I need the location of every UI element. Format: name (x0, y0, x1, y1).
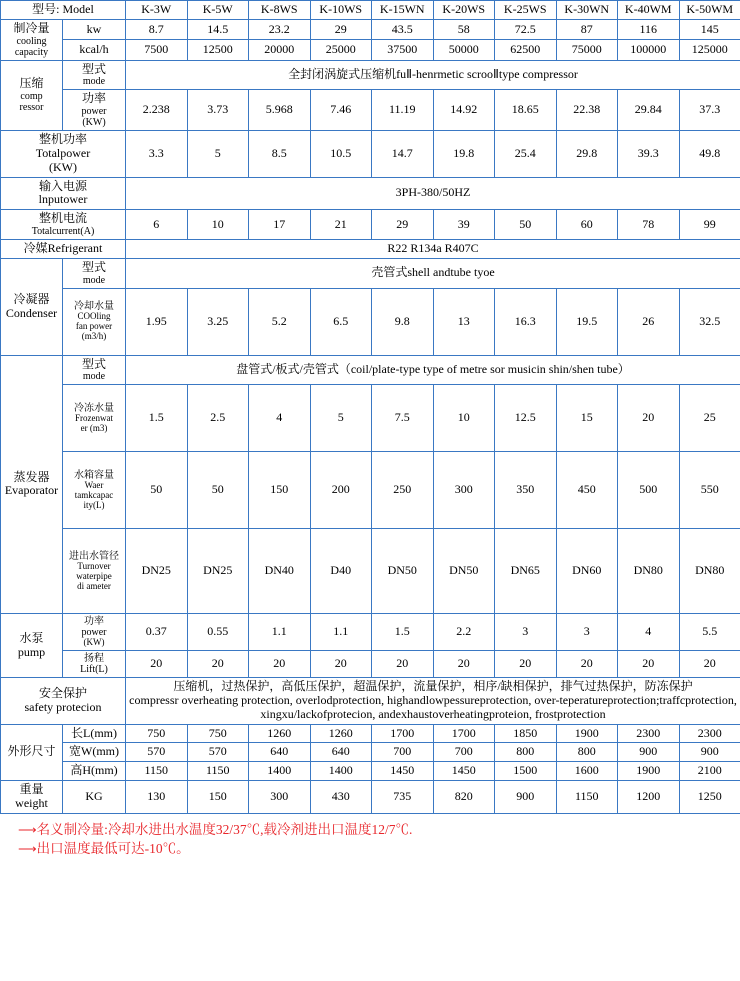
total-current-1: 10 (187, 210, 249, 240)
cooling-kw-4: 43.5 (372, 19, 434, 39)
row-compressor-power (1, 90, 740, 131)
total-current-label-cn: 整机电流 (38, 211, 87, 226)
total-current-9: 99 (679, 210, 740, 240)
total-current-0: 6 (126, 210, 188, 240)
compressor-power-3: 7.46 (310, 90, 372, 131)
total-current-8: 78 (618, 210, 680, 240)
dimension-height-5: 1450 (433, 762, 495, 781)
cooling-kcal-8: 100000 (618, 40, 680, 60)
total-power-label-unit: (KW) (49, 159, 77, 174)
dimension-height-8: 1900 (618, 762, 680, 781)
dimensions-label: 外形尺寸 (1, 724, 63, 780)
total-power-label-cn: 整机功率 (38, 132, 87, 147)
weight-label (1, 781, 63, 814)
column-header-5: K-20WS (433, 1, 495, 20)
compressor-power-label-cn: 功率 (81, 91, 106, 106)
footnote-row-2 (18, 839, 740, 859)
condenser-fan-0: 1.95 (126, 288, 188, 355)
evaporator-type-label (63, 355, 126, 385)
evaporator-tank-9: 550 (679, 452, 740, 529)
evaporator-frozen-2: 4 (249, 385, 311, 452)
evaporator-tank-8: 500 (618, 452, 680, 529)
safety-label-en: safety protecion (24, 699, 102, 714)
cooling-kcal-1: 12500 (187, 40, 249, 60)
cooling-label-cn: 制冷量 (13, 20, 50, 35)
input-power-label-en: lnputower (38, 192, 88, 207)
pump-lift-7: 20 (556, 651, 618, 678)
weight-5: 820 (433, 781, 495, 814)
evaporator-frozen-6: 12.5 (495, 385, 557, 452)
cooling-kcal-2: 20000 (249, 40, 311, 60)
pump-power-1: 0.55 (187, 614, 249, 651)
evaporator-tank-label-cn: 水箱容量 (74, 470, 114, 482)
pump-lift-label-cn: 扬程 (84, 653, 104, 665)
input-power-label-cn: 输入电源 (38, 178, 87, 193)
condenser-fan-5: 13 (433, 288, 495, 355)
column-header-0: K-3W (126, 1, 188, 20)
row-weight (1, 781, 740, 814)
evaporator-frozen-label (63, 385, 126, 452)
row-input-power (1, 177, 740, 210)
total-power-7: 29.8 (556, 131, 618, 177)
evaporator-tank-1: 50 (187, 452, 249, 529)
dimension-length-7: 1900 (556, 724, 618, 743)
pump-power-label-en: power (81, 627, 107, 639)
pump-label-cn: 水泵 (19, 631, 44, 645)
cooling-capacity-label (1, 19, 63, 60)
column-header-8: K-40WM (618, 1, 680, 20)
row-pump-lift (1, 651, 740, 678)
pump-label (1, 614, 63, 678)
row-cooling-capacity-kw (1, 19, 740, 39)
dimension-width-7: 800 (556, 743, 618, 762)
total-power-label (1, 131, 126, 177)
total-current-label (1, 210, 126, 240)
dimension-length-9: 2300 (679, 724, 740, 743)
condenser-fan-8: 26 (618, 288, 680, 355)
dimension-length-3: 1260 (310, 724, 372, 743)
condenser-label (1, 258, 63, 355)
evaporator-pipe-0: DN25 (126, 529, 188, 614)
evaporator-tank-label-en3: ity(L) (83, 499, 105, 510)
condenser-fanpower-label (63, 288, 126, 355)
condenser-fan-label-en1: COOling (77, 311, 111, 322)
total-current-label-en: Totalcurrent(A) (31, 225, 95, 237)
weight-label-en: weight (15, 795, 48, 810)
cooling-unit-kcal: kcal/h (63, 40, 126, 60)
evaporator-label-en: Evaporator (4, 483, 59, 498)
evaporator-type-label-en: mode (82, 371, 106, 383)
compressor-power-label-en: power (81, 106, 107, 118)
dimension-length-4: 1700 (372, 724, 434, 743)
compressor-label-cn: 压缩 (19, 76, 44, 91)
row-total-current (1, 210, 740, 240)
compressor-power-5: 14.92 (433, 90, 495, 131)
cooling-kw-7: 87 (556, 19, 618, 39)
cooling-kcal-3: 25000 (310, 40, 372, 60)
dimension-height-2: 1400 (249, 762, 311, 781)
evaporator-frozen-9: 25 (679, 385, 740, 452)
compressor-power-label-unit: (KW) (82, 117, 106, 129)
pump-power-4: 1.5 (372, 614, 434, 651)
evaporator-frozen-label-cn: 冷冻水量 (74, 402, 114, 414)
pump-power-label-unit: (KW) (83, 637, 105, 648)
total-power-9: 49.8 (679, 131, 740, 177)
pump-power-3: 1.1 (310, 614, 372, 651)
column-header-7: K-30WN (556, 1, 618, 20)
evaporator-tank-3: 200 (310, 452, 372, 529)
pump-lift-2: 20 (249, 651, 311, 678)
compressor-power-2: 5.968 (249, 90, 311, 131)
evaporator-frozen-label-en1: Frozenwat (75, 412, 113, 423)
condenser-fan-7: 19.5 (556, 288, 618, 355)
arrow-right-icon: ⟶ (18, 821, 37, 837)
evaporator-pipe-label (63, 529, 126, 614)
compressor-power-7: 22.38 (556, 90, 618, 131)
condenser-fan-9: 32.5 (679, 288, 740, 355)
evaporator-pipe-7: DN60 (556, 529, 618, 614)
safety-label (1, 678, 126, 724)
cooling-kw-6: 72.5 (495, 19, 557, 39)
cooling-kcal-4: 37500 (372, 40, 434, 60)
column-header-4: K-15WN (372, 1, 434, 20)
compressor-type-label (63, 60, 126, 90)
dimension-width-8: 900 (618, 743, 680, 762)
evaporator-label (1, 355, 63, 614)
weight-0: 130 (126, 781, 188, 814)
evaporator-tank-4: 250 (372, 452, 434, 529)
evaporator-frozen-8: 20 (618, 385, 680, 452)
condenser-type-label-cn: 型式 (81, 259, 106, 274)
condenser-fan-6: 16.3 (495, 288, 557, 355)
pump-lift-9: 20 (679, 651, 740, 678)
compressor-label-en1: comp (20, 91, 43, 103)
evaporator-pipe-8: DN80 (618, 529, 680, 614)
evaporator-frozen-0: 1.5 (126, 385, 188, 452)
pump-lift-6: 20 (495, 651, 557, 678)
dimension-length-label: 长L(mm) (63, 724, 126, 743)
row-evaporator-tank (1, 452, 740, 529)
footnote-1-text: 名义制冷量:冷却水进出水温度32/37℃,载冷剂进出口温度12/7℃. (36, 821, 413, 837)
row-compressor-type (1, 60, 740, 90)
safety-line-1: 压缩机，过热保护，高低压保护，超温保护，流量保护，相序/缺相保护，排气过热保护，防冻保护 (173, 679, 693, 694)
pump-lift-3: 20 (310, 651, 372, 678)
cooling-kw-9: 145 (679, 19, 740, 39)
row-total-power (1, 131, 740, 177)
total-power-5: 19.8 (433, 131, 495, 177)
total-current-3: 21 (310, 210, 372, 240)
evaporator-pipe-6: DN65 (495, 529, 557, 614)
total-current-2: 17 (249, 210, 311, 240)
dimension-width-0: 570 (126, 743, 188, 762)
compressor-power-9: 37.3 (679, 90, 740, 131)
cooling-kcal-5: 50000 (433, 40, 495, 60)
pump-label-en: pump (17, 644, 46, 659)
pump-power-2: 1.1 (249, 614, 311, 651)
arrow-right-icon-2: ⟶ (18, 841, 37, 857)
evaporator-pipe-2: DN40 (249, 529, 311, 614)
dimension-height-label: 高H(mm) (63, 762, 126, 781)
column-header-9: K-50WM (679, 1, 740, 20)
footnote-row-1 (18, 820, 740, 840)
condenser-fan-2: 5.2 (249, 288, 311, 355)
row-condenser-fanpower (1, 288, 740, 355)
dimension-length-2: 1260 (249, 724, 311, 743)
condenser-fan-label-cn: 冷却水量 (74, 301, 114, 313)
compressor-type-label-en: mode (82, 76, 106, 88)
dimension-length-8: 2300 (618, 724, 680, 743)
condenser-label-cn: 冷凝器 (13, 291, 50, 306)
refrigerant-label: 冷媒Refrigerant (1, 239, 126, 258)
compressor-power-0: 2.238 (126, 90, 188, 131)
condenser-fan-3: 6.5 (310, 288, 372, 355)
header-model-label-en: Model (62, 2, 94, 16)
compressor-type-label-cn: 型式 (81, 61, 106, 76)
row-pump-power (1, 614, 740, 651)
total-power-2: 8.5 (249, 131, 311, 177)
input-power-label (1, 177, 126, 210)
pump-power-5: 2.2 (433, 614, 495, 651)
row-evaporator-waterpipe (1, 529, 740, 614)
cooling-kw-5: 58 (433, 19, 495, 39)
cooling-kcal-9: 125000 (679, 40, 740, 60)
footnotes (0, 814, 740, 860)
evaporator-frozen-label-en2: er (m3) (80, 422, 108, 433)
row-dimension-length (1, 724, 740, 743)
weight-4: 735 (372, 781, 434, 814)
pump-power-6: 3 (495, 614, 557, 651)
weight-8: 1200 (618, 781, 680, 814)
column-header-3: K-10WS (310, 1, 372, 20)
weight-2: 300 (249, 781, 311, 814)
evaporator-frozen-4: 7.5 (372, 385, 434, 452)
compressor-type-value: 全封闭涡旋式压缩机fuⅡ-henrmetic scrooⅡtype compressor (126, 60, 740, 90)
footnote-2-text: 出口温度最低可达-10℃。 (36, 841, 190, 857)
dimension-width-5: 700 (433, 743, 495, 762)
total-power-4: 14.7 (372, 131, 434, 177)
total-current-4: 29 (372, 210, 434, 240)
row-cooling-capacity-kcal (1, 40, 740, 60)
evaporator-pipe-5: DN50 (433, 529, 495, 614)
cooling-kw-0: 8.7 (126, 19, 188, 39)
dimension-width-1: 570 (187, 743, 249, 762)
total-power-3: 10.5 (310, 131, 372, 177)
weight-7: 1150 (556, 781, 618, 814)
condenser-fan-4: 9.8 (372, 288, 434, 355)
dimension-length-1: 750 (187, 724, 249, 743)
evaporator-tank-6: 350 (495, 452, 557, 529)
evaporator-pipe-label-en3: di ameter (77, 580, 111, 591)
dimension-length-6: 1850 (495, 724, 557, 743)
weight-label-cn: 重量 (19, 782, 44, 797)
row-refrigerant (1, 239, 740, 258)
dimension-width-4: 700 (372, 743, 434, 762)
evaporator-frozen-1: 2.5 (187, 385, 249, 452)
row-evaporator-frozenwater (1, 385, 740, 452)
pump-lift-label-en: Lift(L) (80, 664, 108, 676)
evaporator-pipe-9: DN80 (679, 529, 740, 614)
evaporator-tank-label-en2: tamkcapac (74, 489, 114, 500)
pump-power-0: 0.37 (126, 614, 188, 651)
cooling-label-en2: capacity (14, 46, 49, 58)
pump-power-label (63, 614, 126, 651)
dimension-width-label: 宽W(mm) (63, 743, 126, 762)
evaporator-frozen-3: 5 (310, 385, 372, 452)
dimension-width-3: 640 (310, 743, 372, 762)
evaporator-pipe-label-cn: 进出水管径 (69, 551, 119, 563)
cooling-label-en1: cooling (16, 35, 47, 47)
compressor-power-1: 3.73 (187, 90, 249, 131)
weight-6: 900 (495, 781, 557, 814)
condenser-type-label-en: mode (82, 274, 106, 286)
weight-3: 430 (310, 781, 372, 814)
evaporator-tank-5: 300 (433, 452, 495, 529)
column-header-6: K-25WS (495, 1, 557, 20)
cooling-kw-3: 29 (310, 19, 372, 39)
total-power-1: 5 (187, 131, 249, 177)
dimension-height-0: 1150 (126, 762, 188, 781)
dimension-height-1: 1150 (187, 762, 249, 781)
evaporator-pipe-label-en1: Turnover (77, 561, 111, 572)
header-model-label-cn: 型号: (32, 2, 60, 16)
weight-unit: KG (63, 781, 126, 814)
evaporator-frozen-7: 15 (556, 385, 618, 452)
evaporator-label-cn: 蒸发器 (13, 469, 50, 484)
dimension-width-9: 900 (679, 743, 740, 762)
cooling-unit-kw: kw (63, 19, 126, 39)
compressor-label (1, 60, 63, 131)
input-power-value: 3PH-380/50HZ (126, 177, 740, 210)
pump-lift-5: 20 (433, 651, 495, 678)
evaporator-tank-7: 450 (556, 452, 618, 529)
cooling-kw-1: 14.5 (187, 19, 249, 39)
condenser-fan-label-unit: (m3/h) (81, 331, 107, 341)
cooling-kcal-7: 75000 (556, 40, 618, 60)
dimension-height-6: 1500 (495, 762, 557, 781)
dimension-width-6: 800 (495, 743, 557, 762)
pump-lift-1: 20 (187, 651, 249, 678)
condenser-type-value: 壳管式shell andtube tyoe (126, 258, 740, 288)
evaporator-frozen-5: 10 (433, 385, 495, 452)
dimension-height-4: 1450 (372, 762, 434, 781)
evaporator-tank-label-en1: Waer (84, 480, 104, 491)
total-current-7: 60 (556, 210, 618, 240)
pump-lift-8: 20 (618, 651, 680, 678)
safety-line-2: compressr overheating protection, overlodprotection, highandlowpessureprotection, over-teperatureprotection;traffcprotection, xingxu/lackofprotecion, andexhaustoverheatingproteion, frostprotection (129, 693, 737, 721)
column-header-2: K-8WS (249, 1, 311, 20)
row-dimension-height (1, 762, 740, 781)
dimension-height-7: 1600 (556, 762, 618, 781)
header-model-label (1, 1, 126, 20)
dimension-height-9: 2100 (679, 762, 740, 781)
safety-label-cn: 安全保护 (38, 686, 87, 701)
total-power-label-en: Totalpower (35, 145, 91, 160)
row-evaporator-type (1, 355, 740, 385)
cooling-kw-2: 23.2 (249, 19, 311, 39)
refrigerant-value: R22 R134a R407C (126, 239, 740, 258)
pump-power-9: 5.5 (679, 614, 740, 651)
cooling-kw-8: 116 (618, 19, 680, 39)
evaporator-tank-2: 150 (249, 452, 311, 529)
row-safety-protection (1, 678, 740, 724)
cooling-kcal-6: 62500 (495, 40, 557, 60)
compressor-power-4: 11.19 (372, 90, 434, 131)
pump-power-7: 3 (556, 614, 618, 651)
row-condenser-type (1, 258, 740, 288)
compressor-power-6: 18.65 (495, 90, 557, 131)
safety-value (126, 678, 740, 724)
total-power-0: 3.3 (126, 131, 188, 177)
weight-9: 1250 (679, 781, 740, 814)
total-power-8: 39.3 (618, 131, 680, 177)
evaporator-tank-label (63, 452, 126, 529)
compressor-label-en2: ressor (19, 102, 44, 114)
condenser-label-en: Condenser (5, 305, 58, 320)
evaporator-pipe-1: DN25 (187, 529, 249, 614)
evaporator-pipe-3: D40 (310, 529, 372, 614)
weight-1: 150 (187, 781, 249, 814)
pump-power-label-cn: 功率 (84, 616, 104, 628)
total-current-6: 50 (495, 210, 557, 240)
evaporator-type-value: 盘管式/板式/壳管式（coil/plate-type type of metre sor musicin shin/shen tube） (126, 355, 740, 385)
total-current-5: 39 (433, 210, 495, 240)
dimension-width-2: 640 (249, 743, 311, 762)
dimension-height-3: 1400 (310, 762, 372, 781)
evaporator-tank-0: 50 (126, 452, 188, 529)
condenser-type-label (63, 258, 126, 288)
dimension-length-5: 1700 (433, 724, 495, 743)
column-header-1: K-5W (187, 1, 249, 20)
cooling-kcal-0: 7500 (126, 40, 188, 60)
pump-power-8: 4 (618, 614, 680, 651)
compressor-power-label (63, 90, 126, 131)
table-header-row (1, 1, 740, 20)
evaporator-type-label-cn: 型式 (81, 356, 106, 371)
total-power-6: 25.4 (495, 131, 557, 177)
row-dimension-width (1, 743, 740, 762)
evaporator-pipe-label-en2: waterpipe (76, 570, 112, 581)
compressor-power-8: 29.84 (618, 90, 680, 131)
condenser-fan-label-en2: fan power (75, 321, 113, 332)
evaporator-pipe-4: DN50 (372, 529, 434, 614)
pump-lift-label (63, 651, 126, 678)
pump-lift-0: 20 (126, 651, 188, 678)
pump-lift-4: 20 (372, 651, 434, 678)
dimension-length-0: 750 (126, 724, 188, 743)
condenser-fan-1: 3.25 (187, 288, 249, 355)
